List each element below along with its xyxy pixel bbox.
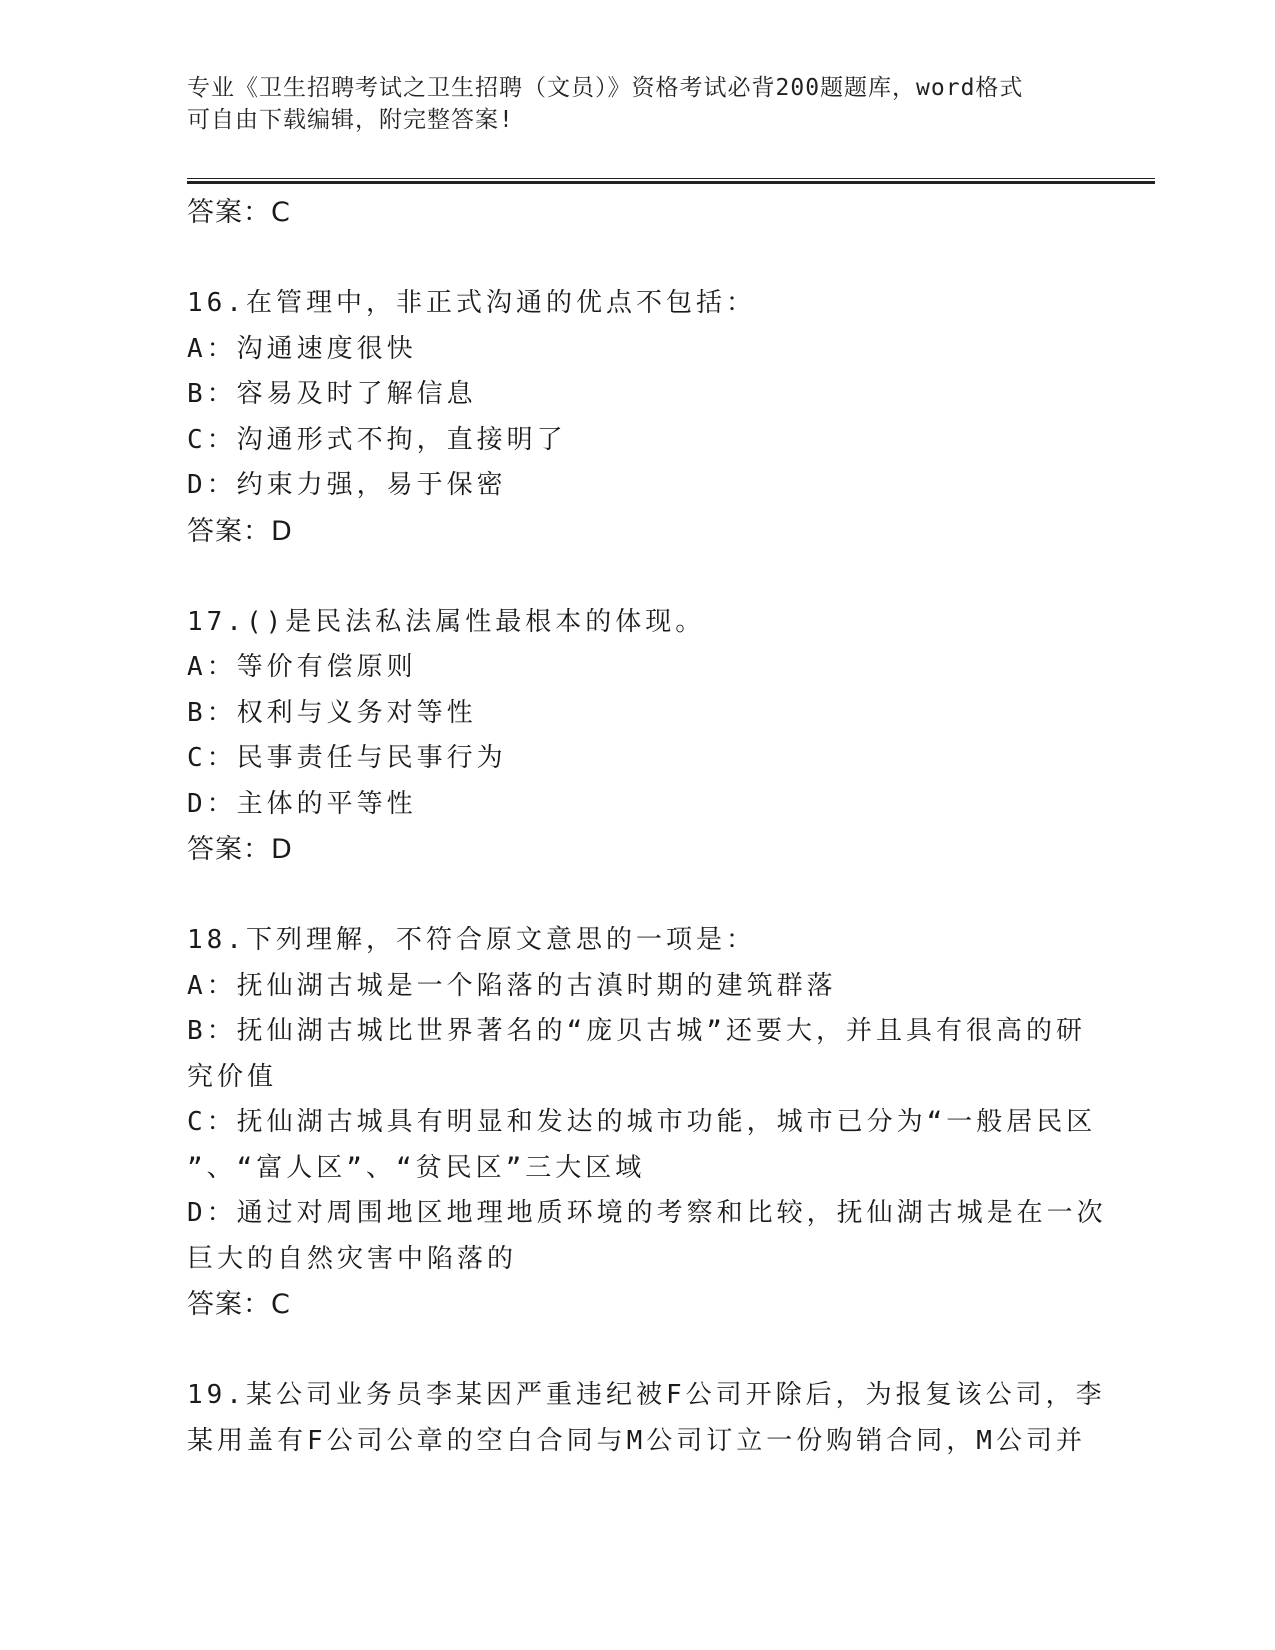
option-a: A：等价有偿原则 (187, 652, 417, 682)
question-stem: 16.在管理中，非正式沟通的优点不包括： (187, 288, 756, 318)
answer-line: 答案：C (187, 197, 291, 228)
option-d: D：通过对周围地区地理地质环境的考察和比较，抚仙湖古城是在一次 (187, 1198, 1107, 1228)
option-d: D：约束力强，易于保密 (187, 470, 507, 500)
option-b: B：抚仙湖古城比世界著名的“庞贝古城”还要大，并且具有很高的研 (187, 1016, 1086, 1046)
option-d: D：主体的平等性 (187, 788, 417, 819)
option-b: 究价值 (187, 1061, 278, 1092)
option-a: A：抚仙湖古城是一个陷落的古滇时期的建筑群落 (187, 970, 837, 1001)
question-block (187, 1373, 1106, 1464)
question-stem: 某用盖有F公司公章的空白合同与M公司订立一份购销合同，M公司并 (187, 1425, 1086, 1456)
header-line-1: 专业《卫生招聘考试之卫生招聘（文员）》资格考试必背200题题库，word格式 (187, 75, 1024, 101)
spacer (187, 1328, 1087, 1374)
spacer (187, 873, 1087, 919)
header-line-2: 可自由下载编辑，附完整答案! (187, 107, 514, 133)
option-d: 巨大的自然灾害中陷落的 (187, 1243, 518, 1274)
answer-line: 答案：C (187, 1289, 291, 1320)
option-c: ”、“富人区”、“贫民区”三大区域 (187, 1152, 646, 1183)
option-b: B：容易及时了解信息 (187, 379, 477, 409)
question-list (187, 190, 1107, 1464)
header-divider (187, 178, 1155, 184)
question-block (187, 918, 1107, 1373)
option-c: C：抚仙湖古城具有明显和发达的城市功能，城市已分为“一般居民区 (187, 1107, 1097, 1137)
question-block (187, 281, 1087, 600)
page-header (187, 72, 1067, 136)
option-a: A：沟通速度很快 (187, 333, 417, 364)
question-stem: 17.()是民法私法属性最根本的体现。 (187, 606, 706, 637)
questions-container (187, 281, 1107, 1464)
spacer (187, 236, 1087, 282)
spacer (187, 554, 1087, 600)
option-b: B：权利与义务对等性 (187, 697, 477, 728)
question-block (187, 600, 1087, 919)
option-c: C：民事责任与民事行为 (187, 743, 507, 773)
answer-line: 答案：D (187, 515, 293, 547)
answer-line: 答案：D (187, 834, 293, 865)
question-stem: 19.某公司业务员李某因严重违纪被F公司开除后，为报复该公司，李 (187, 1380, 1106, 1410)
question-stem: 18.下列理解，不符合原文意思的一项是： (187, 925, 756, 955)
option-c: C：沟通形式不拘，直接明了 (187, 424, 567, 455)
